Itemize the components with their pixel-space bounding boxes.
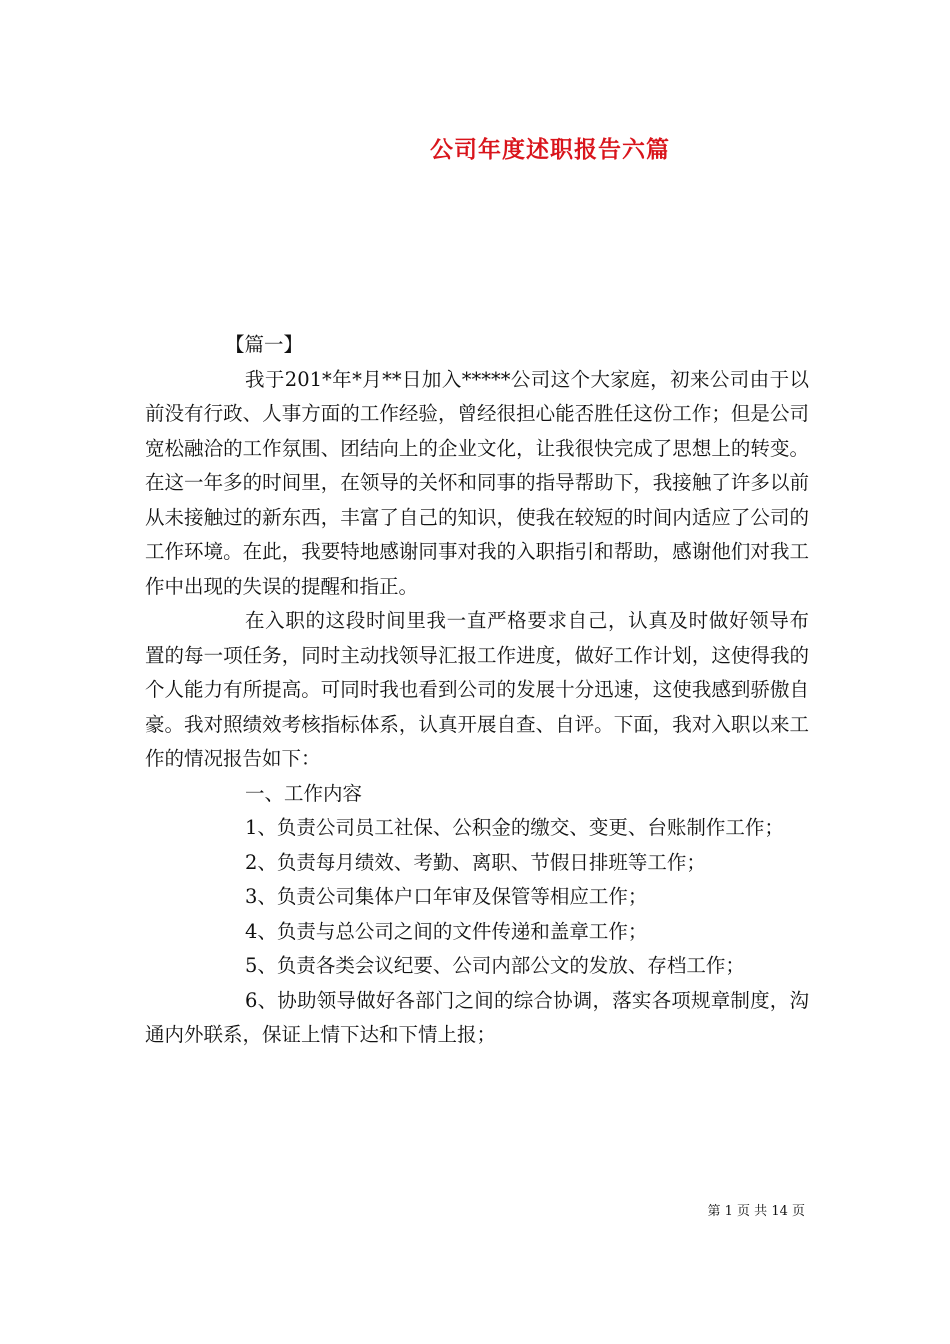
list-item-2: 2、负责每月绩效、考勤、离职、节假日排班等工作；	[245, 850, 706, 874]
document-title: 公司年度述职报告六篇	[430, 136, 670, 163]
list-item-4: 4、负责与总公司之间的文件传递和盖章工作；	[245, 919, 648, 943]
document-body	[145, 328, 809, 1053]
list-item-1: 1、负责公司员工社保、公积金的缴交、变更、台账制作工作；	[245, 816, 784, 839]
paragraph-2: 在入职的这段时间里我一直严格要求自己，认真及时做好领导布置的每一项任务，同时主动找领导汇报工作进度，做好工作计划，这使得我的个人能力有所提高。可同时我也看到公司的发展十分迅速，这使我感到骄傲自豪。我对照绩效考核指标体系，认真开展自查、自评。下面，我对入职以来工作的情况报告如下：	[145, 609, 809, 770]
list-item-6: 6、协助领导做好各部门之间的综合协调，落实各项规章制度，沟通内外联系，保证上情下达和下情上报；	[145, 988, 809, 1046]
page-number-footer: 第 1 页 共 14 页	[707, 1204, 805, 1219]
list-item-5: 5、负责各类会议纪要、公司内部公文的发放、存档工作；	[245, 954, 745, 977]
list-item-3: 3、负责公司集体户口年审及保管等相应工作；	[245, 885, 648, 908]
paragraph-1: 我于201*年*月**日加入*****公司这个大家庭，初来公司由于以前没有行政、人事方面的工作经验，曾经很担心能否胜任这份工作；但是公司宽松融洽的工作氛围、团结向上的企业文化，让我很快完成了思想上的转变。在这一年多的时间里，在领导的关怀和同事的指导帮助下，我接触了许多以前从未接触过的新东西，丰富了自己的知识，使我在较短的时间内适应了公司的工作环境。在此，我要特地感谢同事对我的入职指引和帮助，感谢他们对我工作中出现的失误的提醒和指正。	[145, 367, 809, 598]
subheading-work-content: 一、工作内容	[245, 781, 363, 805]
section-heading: 【篇一】	[225, 333, 304, 356]
